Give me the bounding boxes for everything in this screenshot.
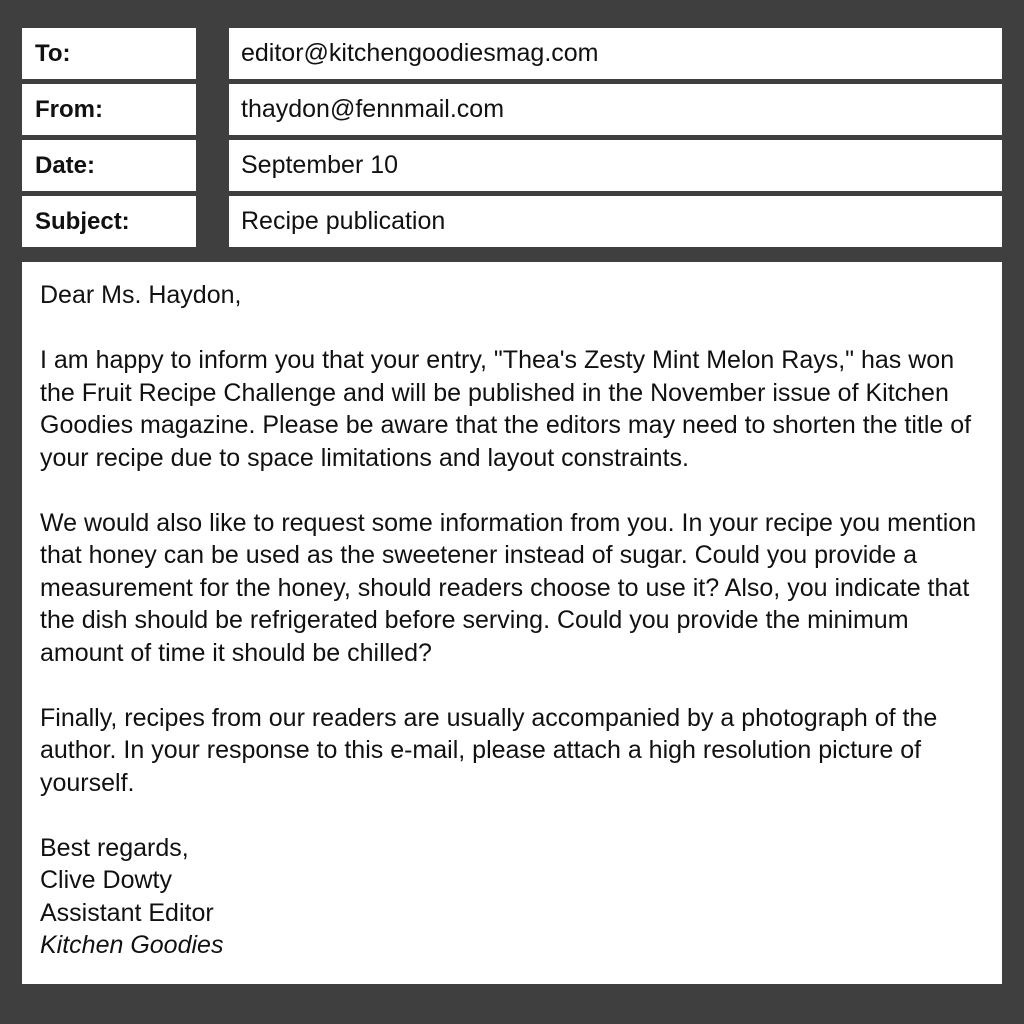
date-field: September 10 xyxy=(229,140,1002,191)
body-paragraph: We would also like to request some information from you. In your recipe you mention that honey can be used as the sweetener instead of sugar. Could you provide a measurement for the honey, should readers choose to use it? Also, you indicate that the dish should be refrigerated before serving. Could you provide the minimum amount of time it should be chilled? xyxy=(40,508,977,667)
signature-block xyxy=(40,832,985,962)
email-header-from-row xyxy=(22,84,1002,135)
from-field: thaydon@fennmail.com xyxy=(229,84,1002,135)
email-body xyxy=(22,262,1002,984)
signature-title: Assistant Editor xyxy=(40,898,214,927)
email-header-date-row xyxy=(22,140,1002,191)
greeting: Dear Ms. Haydon, xyxy=(40,281,242,309)
email-header-subject-row xyxy=(22,196,1002,247)
date-label: Date: xyxy=(22,140,196,191)
subject-label: Subject: xyxy=(22,196,196,247)
to-label: To: xyxy=(22,28,196,79)
from-label: From: xyxy=(22,84,196,135)
body-paragraph: I am happy to inform you that your entry, "Thea's Zesty Mint Melon Rays," has won the Fruit Recipe Challenge and will be published in the November issue of Kitchen Goodies magazine. Please be aware that the editors may need to shorten the title of your recipe due to space limitations and layout constraints. xyxy=(40,346,972,472)
signature-publication: Kitchen Goodies xyxy=(40,931,224,959)
subject-field: Recipe publication xyxy=(229,196,1002,247)
body-paragraph: Finally, recipes from our readers are usually accompanied by a photograph of the author. In your response to this e-mail, please attach a high resolution picture of yourself. xyxy=(40,703,938,797)
to-field: editor@kitchengoodiesmag.com xyxy=(229,28,1002,79)
signature-name: Clive Dowty xyxy=(40,866,172,894)
email-header-to-row xyxy=(22,28,1002,79)
closing: Best regards, xyxy=(40,833,189,862)
